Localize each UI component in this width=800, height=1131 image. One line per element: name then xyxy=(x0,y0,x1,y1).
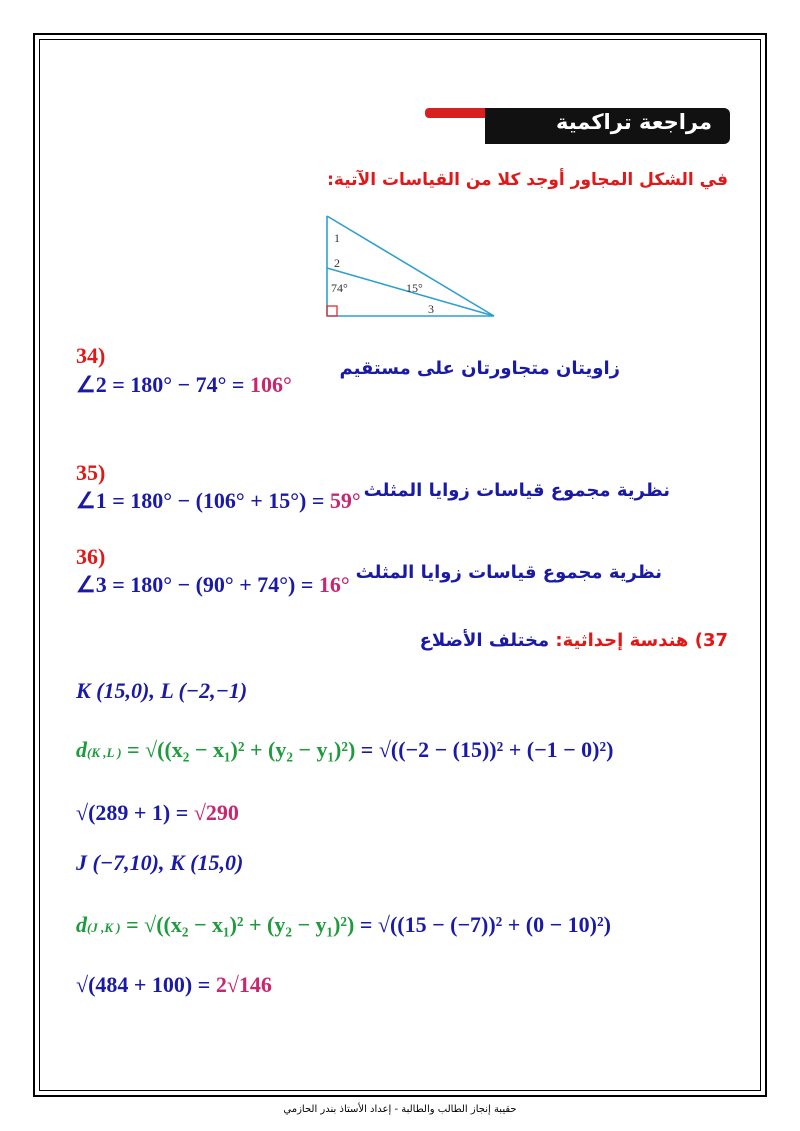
right-angle-mark xyxy=(327,306,337,316)
problem-34-result: 106° xyxy=(249,372,292,397)
problem-36-equation xyxy=(76,572,350,598)
points-j-k: J (−7,10), K (15,0) xyxy=(76,850,244,875)
problem-35-reason: نظرية مجموع قياسات زوايا المثلث xyxy=(363,480,670,501)
problem-37-classification: مختلف الأضلاع xyxy=(419,630,550,651)
distance-kl-subscript: (K ,L ) xyxy=(87,745,122,760)
section-banner xyxy=(425,108,730,144)
problem-34-number: 34) xyxy=(76,343,106,368)
points-k-l: K (15,0), L (−2,−1) xyxy=(76,678,248,703)
distance-kl-simplify xyxy=(76,800,239,826)
distance-jk-symbol: d xyxy=(76,912,87,937)
distance-jk-simplify xyxy=(76,972,272,998)
angle-1-label: 1 xyxy=(334,231,340,245)
problem-34-reason: زاويتان متجاورتان على مستقيم xyxy=(339,358,620,379)
triangle-figure xyxy=(318,210,503,325)
page-footer: حقيبة إنجاز الطالب والطالبة - إعداد الأستاذ بندر الحازمي xyxy=(283,1104,517,1115)
angle-2-label: 2 xyxy=(334,256,340,270)
problem-35-equation xyxy=(76,488,361,514)
angle-3-label: 3 xyxy=(428,302,434,316)
distance-kl-symbol: d xyxy=(76,737,87,762)
distance-kl-general: = √((x₂ − x₁)² + (y₂ − y₁)²) xyxy=(127,737,356,762)
distance-formula-kl xyxy=(76,737,613,763)
problem-37-title xyxy=(420,630,728,651)
problem-34-equation xyxy=(76,372,292,398)
problem-37-number: 37) xyxy=(694,630,728,651)
instruction-text: في الشكل المجاور أوجد كلا من القياسات الآتية: xyxy=(327,170,728,190)
problem-35-lhs: ∠1 = 180° − (106° + 15°) = xyxy=(76,488,330,513)
distance-jk-simplify-expr: √(484 + 100) = xyxy=(76,972,216,997)
distance-jk-general: = √((x₂ − x₁)² + (y₂ − y₁)²) xyxy=(126,912,355,937)
distance-jk-result: 2√146 xyxy=(215,972,272,997)
distance-jk-subscript: (J ,K ) xyxy=(87,920,121,935)
triangle-lines xyxy=(327,216,494,316)
problem-36-result: 16° xyxy=(318,572,350,597)
distance-kl-result: √290 xyxy=(193,800,239,825)
problem-34-lhs: ∠2 = 180° − 74° = xyxy=(76,372,250,397)
problem-35-number: 35) xyxy=(76,460,106,485)
problem-36-lhs: ∠3 = 180° − (90° + 74°) = xyxy=(76,572,319,597)
problem-36-reason: نظرية مجموع قياسات زوايا المثلث xyxy=(355,562,662,583)
distance-jk-substituted: = √((15 − (−7))² + (0 − 10)²) xyxy=(359,912,611,937)
distance-kl-substituted: = √((−2 − (15))² + (−1 − 0)²) xyxy=(360,737,614,762)
angle-74-label: 74° xyxy=(331,281,348,295)
problem-36-number: 36) xyxy=(76,544,106,569)
problem-37-label: هندسة إحداثية: xyxy=(555,630,689,651)
banner-title: مراجعة تراكمية xyxy=(555,110,712,134)
distance-formula-jk xyxy=(76,912,611,938)
angle-15-label: 15° xyxy=(406,281,423,295)
problem-35-result: 59° xyxy=(329,488,361,513)
distance-kl-simplify-expr: √(289 + 1) = xyxy=(76,800,194,825)
